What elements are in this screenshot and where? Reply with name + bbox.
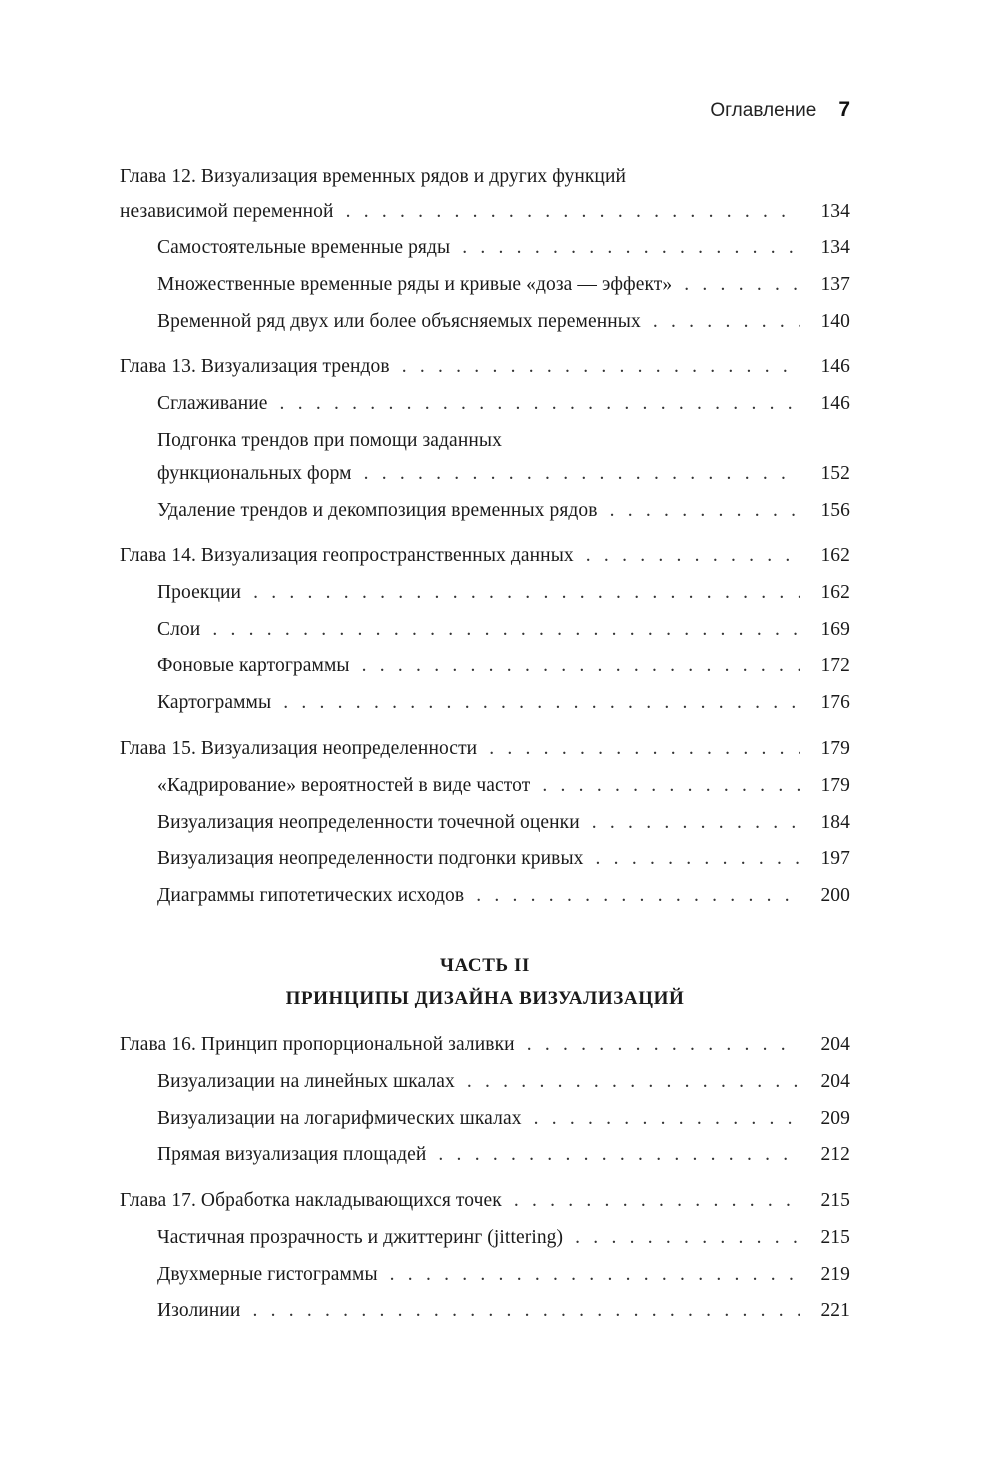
running-head-title: Оглавление xyxy=(710,100,817,121)
dot-leader xyxy=(586,541,800,571)
toc-entry-title: Диаграммы гипотетических исходов xyxy=(157,885,465,906)
toc-entry-title: функциональных форм xyxy=(157,463,352,484)
toc-entry-title: Сглаживание xyxy=(157,393,268,414)
dot-leader xyxy=(462,233,800,263)
toc-page-number: 221 xyxy=(820,1300,850,1321)
toc-entry-title: Глава 17. Обработка накладывающихся точек xyxy=(120,1190,502,1211)
dot-leader xyxy=(489,734,800,764)
toc-entry-title: Проекции xyxy=(157,582,242,603)
toc-entry-title: независимой переменной xyxy=(120,201,334,222)
toc-section[interactable] xyxy=(157,1260,850,1290)
toc-page-number: 152 xyxy=(820,463,850,484)
page-number: 7 xyxy=(838,98,850,121)
toc-page-number: 176 xyxy=(820,692,850,713)
dot-leader xyxy=(596,844,800,874)
toc-entry-title: Частичная прозрачность и джиттеринг (jittering) xyxy=(157,1227,564,1248)
toc-entry-title: Фоновые картограммы xyxy=(157,655,350,676)
toc-entry-title: Глава 12. Визуализация временных рядов и других функций xyxy=(120,166,627,187)
dot-leader xyxy=(514,1186,800,1216)
toc-page-number: 134 xyxy=(820,201,850,222)
toc-entry-title: Подгонка трендов при помощи заданных xyxy=(157,430,502,451)
toc-section[interactable] xyxy=(157,426,850,456)
toc-chapter-title[interactable] xyxy=(120,162,850,192)
toc-section[interactable] xyxy=(157,881,850,911)
toc-section[interactable] xyxy=(157,688,850,718)
toc-section[interactable] xyxy=(157,808,850,838)
dot-leader xyxy=(467,1067,800,1097)
running-head xyxy=(710,98,850,122)
dot-leader xyxy=(592,808,800,838)
toc-section[interactable] xyxy=(157,844,850,874)
toc-section[interactable] xyxy=(157,1104,850,1134)
toc-entry-title: Глава 14. Визуализация геопространственных данных xyxy=(120,545,574,566)
toc-page-number: 146 xyxy=(820,393,850,414)
toc-section[interactable] xyxy=(157,1296,850,1326)
toc-section[interactable] xyxy=(157,1223,850,1253)
toc-page-number: 179 xyxy=(820,738,850,759)
dot-leader xyxy=(684,270,800,300)
toc-section[interactable] xyxy=(157,270,850,300)
toc-entry-title: Картограммы xyxy=(157,692,272,713)
toc-page-number: 197 xyxy=(820,848,850,869)
toc-page-number: 146 xyxy=(820,356,850,377)
dot-leader xyxy=(610,496,800,526)
dot-leader xyxy=(438,1140,800,1170)
dot-leader xyxy=(534,1104,800,1134)
toc-entry-title: Временной ряд двух или более объясняемых переменных xyxy=(157,311,641,332)
toc-section-continued[interactable] xyxy=(157,459,850,489)
toc-page-number: 140 xyxy=(820,311,850,332)
toc-entry-title: Глава 13. Визуализация трендов xyxy=(120,356,390,377)
dot-leader xyxy=(253,578,800,608)
toc-entry-title: Визуализации на логарифмических шкалах xyxy=(157,1108,522,1129)
toc-page-number: 162 xyxy=(820,545,850,566)
part-title: ПРИНЦИПЫ ДИЗАЙНА ВИЗУАЛИЗАЦИЙ xyxy=(285,988,685,1009)
toc-entry-title: Глава 16. Принцип пропорциональной заливки xyxy=(120,1034,515,1055)
toc-entry-title: Слои xyxy=(157,619,201,640)
toc-page-number: 200 xyxy=(820,885,850,906)
toc-page-number: 169 xyxy=(820,619,850,640)
toc-entry-title: «Кадрирование» вероятностей в виде частот xyxy=(157,775,531,796)
toc-chapter-title[interactable] xyxy=(120,1030,850,1060)
toc-section[interactable] xyxy=(157,771,850,801)
toc-section[interactable] xyxy=(157,233,850,263)
toc-entry-title: Визуализации на линейных шкалах xyxy=(157,1071,455,1092)
toc-section[interactable] xyxy=(157,496,850,526)
dot-leader xyxy=(542,771,800,801)
part-number: ЧАСТЬ II xyxy=(439,955,530,976)
toc-chapter-title-continued[interactable] xyxy=(120,197,850,227)
dot-leader xyxy=(212,615,800,645)
toc-page-number: 215 xyxy=(820,1190,850,1211)
toc-chapter-title[interactable] xyxy=(120,352,850,382)
toc-section[interactable] xyxy=(157,1140,850,1170)
toc-entry-title: Множественные временные ряды и кривые «доза — эффект» xyxy=(157,274,673,295)
toc-chapter-title[interactable] xyxy=(120,541,850,571)
dot-leader xyxy=(362,651,800,681)
toc-page-number: 204 xyxy=(820,1034,850,1055)
toc-page-number: 162 xyxy=(820,582,850,603)
toc-page-number: 209 xyxy=(820,1108,850,1129)
toc-section[interactable] xyxy=(157,389,850,419)
toc-page-number: 137 xyxy=(820,274,850,295)
toc-entry-title: Самостоятельные временные ряды xyxy=(157,237,451,258)
dot-leader xyxy=(575,1223,800,1253)
dot-leader xyxy=(252,1296,800,1326)
dot-leader xyxy=(346,197,800,227)
dot-leader xyxy=(402,352,800,382)
toc-page-number: 156 xyxy=(820,500,850,521)
toc-page-number: 179 xyxy=(820,775,850,796)
toc-page-number: 172 xyxy=(820,655,850,676)
toc-entry-title: Визуализация неопределенности точечной оценки xyxy=(157,812,580,833)
dot-leader xyxy=(527,1030,800,1060)
dot-leader xyxy=(280,389,800,419)
toc-section[interactable] xyxy=(157,578,850,608)
toc-page-number: 212 xyxy=(820,1144,850,1165)
dot-leader xyxy=(653,307,800,337)
toc-entry-title: Изолинии xyxy=(157,1300,241,1321)
toc-chapter-title[interactable] xyxy=(120,734,850,764)
dot-leader xyxy=(390,1260,800,1290)
toc-section[interactable] xyxy=(157,651,850,681)
toc-section[interactable] xyxy=(157,1067,850,1097)
toc-entry-title: Прямая визуализация площадей xyxy=(157,1144,427,1165)
toc-entry-title: Визуализация неопределенности подгонки кривых xyxy=(157,848,584,869)
toc-section[interactable] xyxy=(157,615,850,645)
toc-entry-title: Удаление трендов и декомпозиция временных рядов xyxy=(157,500,598,521)
toc-page-number: 184 xyxy=(820,812,850,833)
dot-leader xyxy=(283,688,800,718)
toc-page-number: 219 xyxy=(820,1264,850,1285)
dot-leader xyxy=(364,459,800,489)
toc-entry-title: Глава 15. Визуализация неопределенности xyxy=(120,738,478,759)
dot-leader xyxy=(476,881,800,911)
toc-page-number: 204 xyxy=(820,1071,850,1092)
toc-section[interactable] xyxy=(157,307,850,337)
toc-page-number: 134 xyxy=(820,237,850,258)
toc-page-number: 215 xyxy=(820,1227,850,1248)
toc-entry-title: Двухмерные гистограммы xyxy=(157,1264,378,1285)
toc-chapter-title[interactable] xyxy=(120,1186,850,1216)
